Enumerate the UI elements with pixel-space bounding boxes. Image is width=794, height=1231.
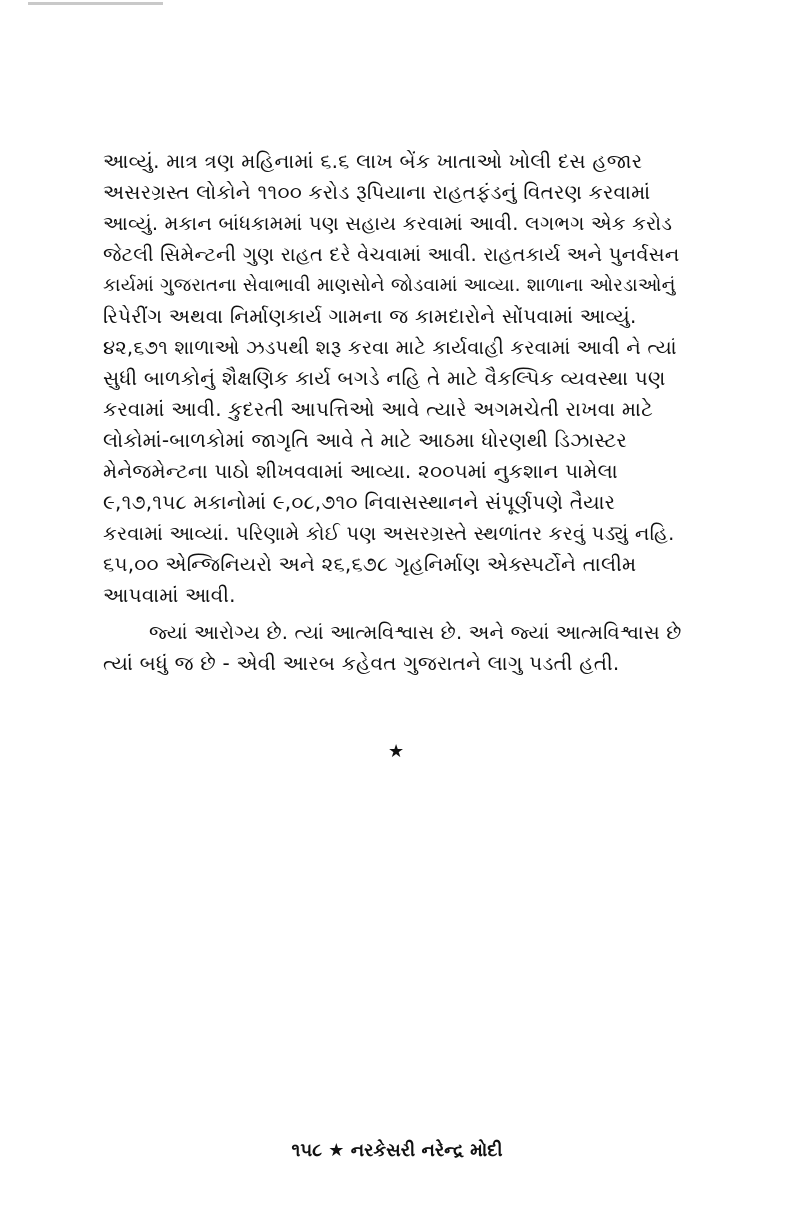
page-footer: ૧૫૮ ★ નરકેસરી નરેન્દ્ર મોદી — [291, 1140, 503, 1161]
text-line: ૯,૧૭,૧૫૮ મકાનોમાં ૯,૦૮,૭૧૦ નિવાસસ્થાનને સંપૂર્ણપણે તૈયાર — [103, 490, 616, 514]
text-line: જેટલી સિમેન્ટની ગુણ રાહત દરે વેચવામાં આવી. રાહતકાર્ય અને પુનર્વસન — [103, 243, 680, 266]
text-line: ત્યાં બધું જ છે - એવી આરબ કહેવત ગુજરાતને લાગુ પડતી હતી. — [103, 651, 620, 675]
text-line: આવ્યું. મકાન બાંધકામમાં પણ સહાય કરવામાં આવી. લગભગ એક કરોડ — [103, 212, 673, 235]
paragraph-relief-work — [103, 146, 683, 611]
text-line: આપવામાં આવી. — [103, 583, 236, 607]
text-line: સુધી બાળકોનું શૈક્ષણિક કાર્ય બગડે નહિ તે માટે વૈકલ્પિક વ્યવસ્થા પણ — [103, 366, 666, 390]
text-line: ૬૫,૦૦ એન્જિનિયરો અને ૨૬,૬૭૮ ગૃહનિર્માણ એક્સ્પર્ટોને તાલીમ — [103, 552, 637, 576]
star-ornament-icon: ★ — [388, 741, 405, 762]
paragraph-proverb — [103, 617, 683, 679]
scan-edge-mark — [28, 2, 163, 5]
text-line: આવ્યું. માત્ર ત્રણ મહિનામાં ૬.૬ લાખ બેંક ખાતાઓ ખોલી દસ હજાર — [103, 149, 643, 173]
text-line: રિપેરીંગ અથવા નિર્માણકાર્ય ગામના જ કામદારોને સોંપવામાં આવ્યું. — [103, 304, 637, 328]
text-line: મેનેજમેન્ટના પાઠો શીખવવામાં આવ્યા. ૨૦૦૫માં નુકશાન પામેલા — [103, 459, 618, 483]
text-line: ૪૨,૬૭૧ શાળાઓ ઝડપથી શરૂ કરવા માટે કાર્યવાહી કરવામાં આવી ને ત્યાં — [103, 336, 677, 359]
text-line: જ્યાં આરોગ્ય છે. ત્યાં આત્મવિશ્વાસ છે. અને જ્યાં આત્મવિશ્વાસ છે — [149, 621, 682, 644]
text-line: કરવામાં આવી. કુદરતી આપત્તિઓ આવે ત્યારે અગમચેતી રાખવા માટે — [103, 397, 653, 421]
text-line: કાર્યમાં ગુજરાતના સેવાભાવી માણસોને જોડવામાં આવ્યા. શાળાના ઓરડાઓનું — [103, 275, 676, 296]
text-line: લોકોમાં-બાળકોમાં જાગૃતિ આવે તે માટે આઠમા ધોરણથી ડિઝાસ્ટર — [103, 428, 627, 452]
page-body — [103, 146, 683, 679]
text-line: અસરગ્રસ્ત લોકોને ૧૧૦૦ કરોડ રૂપિયાના રાહતફંડનું વિતરણ કરવામાં — [103, 180, 651, 204]
text-line: કરવામાં આવ્યાં. પરિણામે કોઈ પણ અસરગ્રસ્તે સ્થળાંતર કરવું પડ્યું નહિ. — [103, 522, 675, 545]
